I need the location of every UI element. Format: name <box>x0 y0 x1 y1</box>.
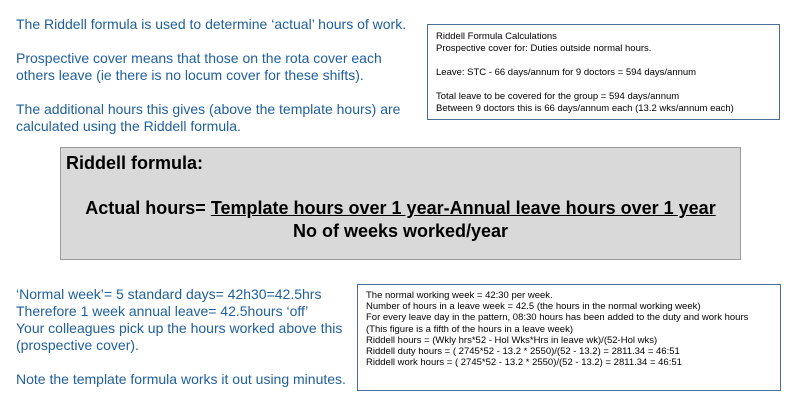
intro-paragraph-3: The additional hours this gives (above the template hours) are calculated using the Riddell formula. <box>16 101 401 134</box>
calc1-line-title: Riddell Formula Calculations <box>436 31 557 42</box>
calc1-line-between: Between 9 doctors this is 66 days/annum each (13.2 wks/annum each) <box>436 103 734 114</box>
calc2-line-riddell-hours: Riddell hours = (Wkly hrs*52 - Hol Wks*Hrs in leave wk)/(52-Hol wks) <box>366 334 658 346</box>
calc2-line-leave-week: Number of hours in a leave week = 42.5 (the hours in the normal working week) <box>366 301 701 313</box>
formula-numerator-line <box>61 198 740 219</box>
intro-text <box>16 16 416 135</box>
calc2-line-leave-day: For every leave day in the pattern, 08:30 hours has been added to the duty and work hours <box>366 312 749 324</box>
formula-numerator: Template hours over 1 year-Annual leave hours over 1 year <box>210 198 716 218</box>
calc2-line-duty-hours: Riddell duty hours = ( 2745*52 - 13.2 * 2550)/(52 - 13.2) = 2811.34 = 46:51 <box>366 346 680 358</box>
normal-week-text <box>16 286 346 388</box>
formula-denominator: No of weeks worked/year <box>292 221 509 241</box>
calc1-line-leave: Leave: STC - 66 days/annum for 9 doctors = 594 days/annum <box>436 67 697 78</box>
normal-week-line-2: Therefore 1 week annual leave= 42.5hours ‘off’ <box>16 303 309 319</box>
intro-paragraph-1: The Riddell formula is used to determine ‘actual’ hours of work. <box>16 16 407 32</box>
calc2-line-work-hours: Riddell work hours = ( 2745*52 - 13.2 * 2550)/(52 - 13.2) = 2811.34 = 46:51 <box>366 357 682 369</box>
riddell-hours-box <box>357 284 781 391</box>
formula-title: Riddell formula: <box>66 153 204 173</box>
calc1-line-total: Total leave to be covered for the group = 594 days/annum <box>436 91 680 102</box>
calc1-line-cover: Prospective cover for: Duties outside normal hours. <box>436 43 652 54</box>
riddell-formula-box <box>60 147 741 260</box>
calc2-line-normal-week: The normal working week = 42:30 per week. <box>366 290 553 301</box>
intro-paragraph-2: Prospective cover means that those on the rota cover each others leave (ie there is no locum cover for these shifts). <box>16 50 382 83</box>
template-note: Note the template formula works it out using minutes. <box>16 371 346 387</box>
calc2-line-fifth: (This figure is a fifth of the hours in a leave week) <box>366 323 573 335</box>
formula-prefix: Actual hours= <box>85 198 211 218</box>
normal-week-line-3: Your colleagues pick up the hours worked above this (prospective cover). <box>16 320 343 353</box>
normal-week-line-1: ‘Normal week’= 5 standard days= 42h30=42.5hrs <box>16 286 322 302</box>
riddell-calculations-box <box>427 24 780 120</box>
